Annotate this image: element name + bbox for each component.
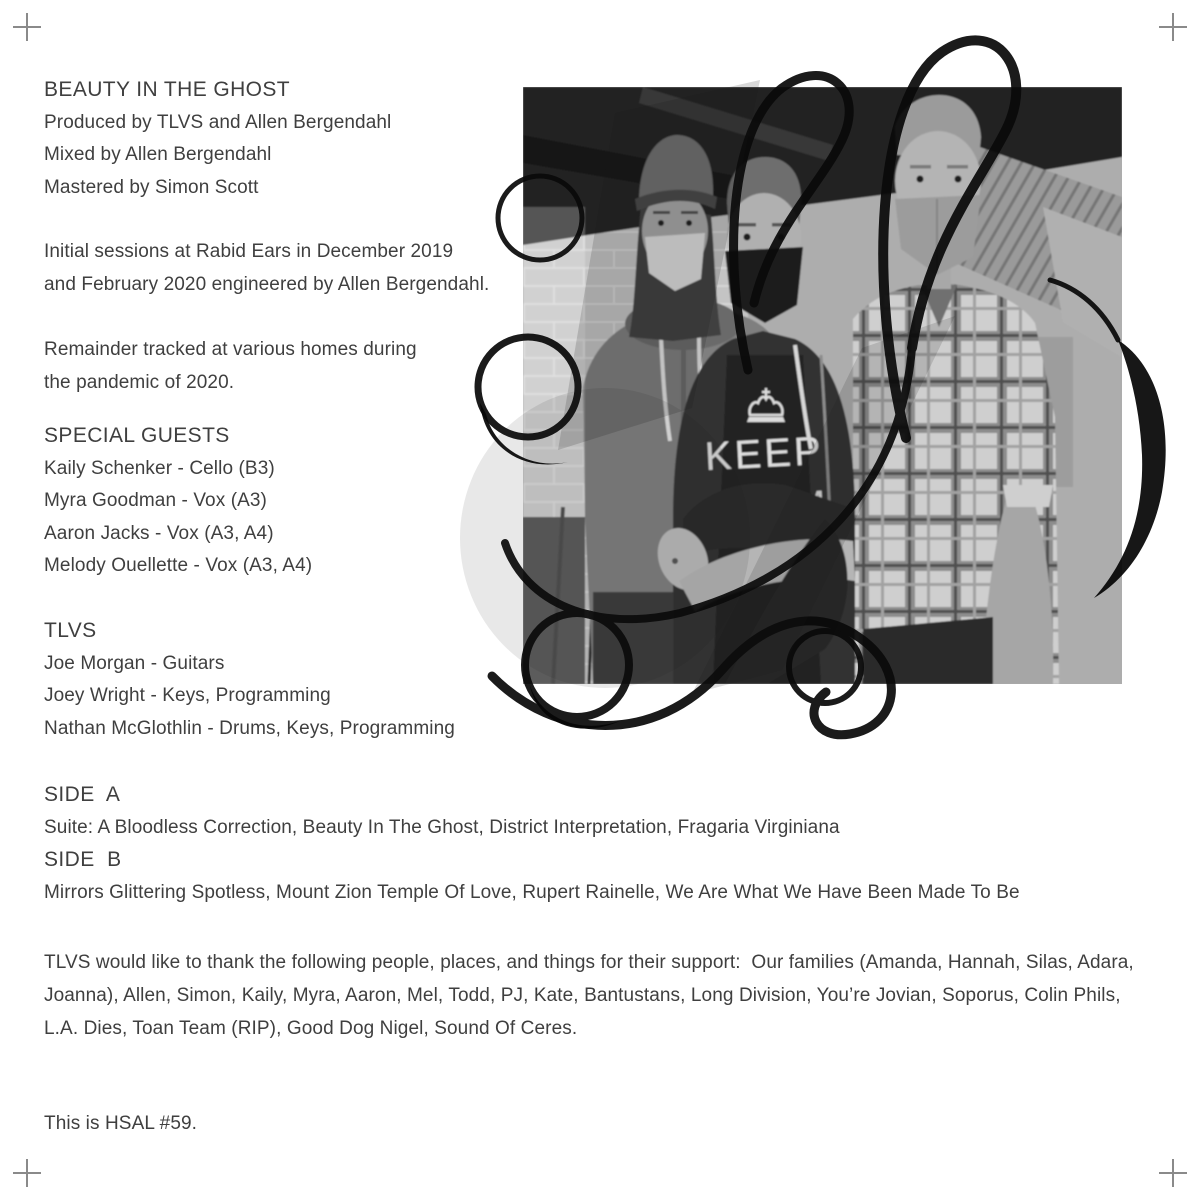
- tracking-line: Remainder tracked at various homes during: [44, 339, 417, 360]
- band-member-line: Joe Morgan - Guitars: [44, 652, 225, 674]
- band-section: [44, 615, 455, 745]
- band-heading: TLVS: [44, 619, 97, 642]
- band-member-line: Joey Wright - Keys, Programming: [44, 685, 331, 706]
- special-guests-section: [44, 420, 312, 583]
- sessions-line: Initial sessions at Rabid Ears in December 2019: [44, 241, 454, 262]
- album-title: BEAUTY IN THE GHOST: [44, 78, 291, 101]
- side-b-tracks: Mirrors Glittering Spotless, Mount Zion Temple Of Love, Rupert Rainelle, We Are What We Have Been Made To Be: [44, 881, 1020, 903]
- credit-line-mastered: Mastered by Simon Scott: [44, 176, 259, 198]
- side-b-heading: SIDE B: [44, 848, 122, 871]
- guest-line: Melody Ouellette - Vox (A3, A4): [44, 555, 313, 576]
- tracklist-section: [44, 779, 1020, 909]
- tracking-line: the pandemic of 2020.: [44, 371, 235, 393]
- side-a-tracks: Suite: A Bloodless Correction, Beauty In The Ghost, District Interpretation, Fragaria Virginiana: [44, 816, 840, 838]
- registration-mark-bottom-right: [1159, 1159, 1187, 1187]
- photo-scene: [523, 87, 1122, 684]
- registration-mark-bottom-left: [13, 1159, 41, 1187]
- registration-mark-top-right: [1159, 13, 1187, 41]
- shirt-text-keep: KEEP: [703, 428, 825, 480]
- sessions-line: and February 2020 engineered by Allen Bergendahl.: [44, 273, 490, 295]
- band-member-line: Nathan McGlothlin - Drums, Keys, Programming: [44, 717, 455, 739]
- credit-line-produced: Produced by TLVS and Allen Bergendahl: [44, 111, 392, 133]
- registration-mark-top-left: [13, 13, 41, 41]
- flourish-crescent: [528, 678, 622, 729]
- ornament-light-band: [523, 207, 585, 684]
- guest-line: Myra Goodman - Vox (A3): [44, 490, 267, 511]
- ring: [672, 558, 678, 564]
- band-photo: [523, 87, 1122, 684]
- catalog-note: This is HSAL #59.: [44, 1113, 198, 1134]
- thanks-paragraph: TLVS would like to thank the following people, places, and things for their support: Our families (Amanda, Hannah, Silas, Adara, Joanna), Allen, Simon, Kaily, Myra, Aaron, Mel, Todd, PJ, Kate, Bantustans, Long Division, You’re Jovian, Soporus, Colin Phils, L.A. Dies, Toan Team (RIP), Good Dog Nigel, Sound Of Ceres.: [44, 952, 1140, 1039]
- tracking-note: [44, 334, 417, 399]
- rolled-cuff: [1003, 485, 1053, 507]
- credit-line-mixed: Mixed by Allen Bergendahl: [44, 144, 272, 165]
- side-a-heading: SIDE A: [44, 783, 121, 806]
- guest-line: Aaron Jacks - Vox (A3, A4): [44, 522, 274, 544]
- sessions-note: [44, 236, 489, 301]
- credits-section: [44, 74, 391, 204]
- guest-line: Kaily Schenker - Cello (B3): [44, 457, 275, 479]
- special-guests-heading: SPECIAL GUESTS: [44, 424, 230, 447]
